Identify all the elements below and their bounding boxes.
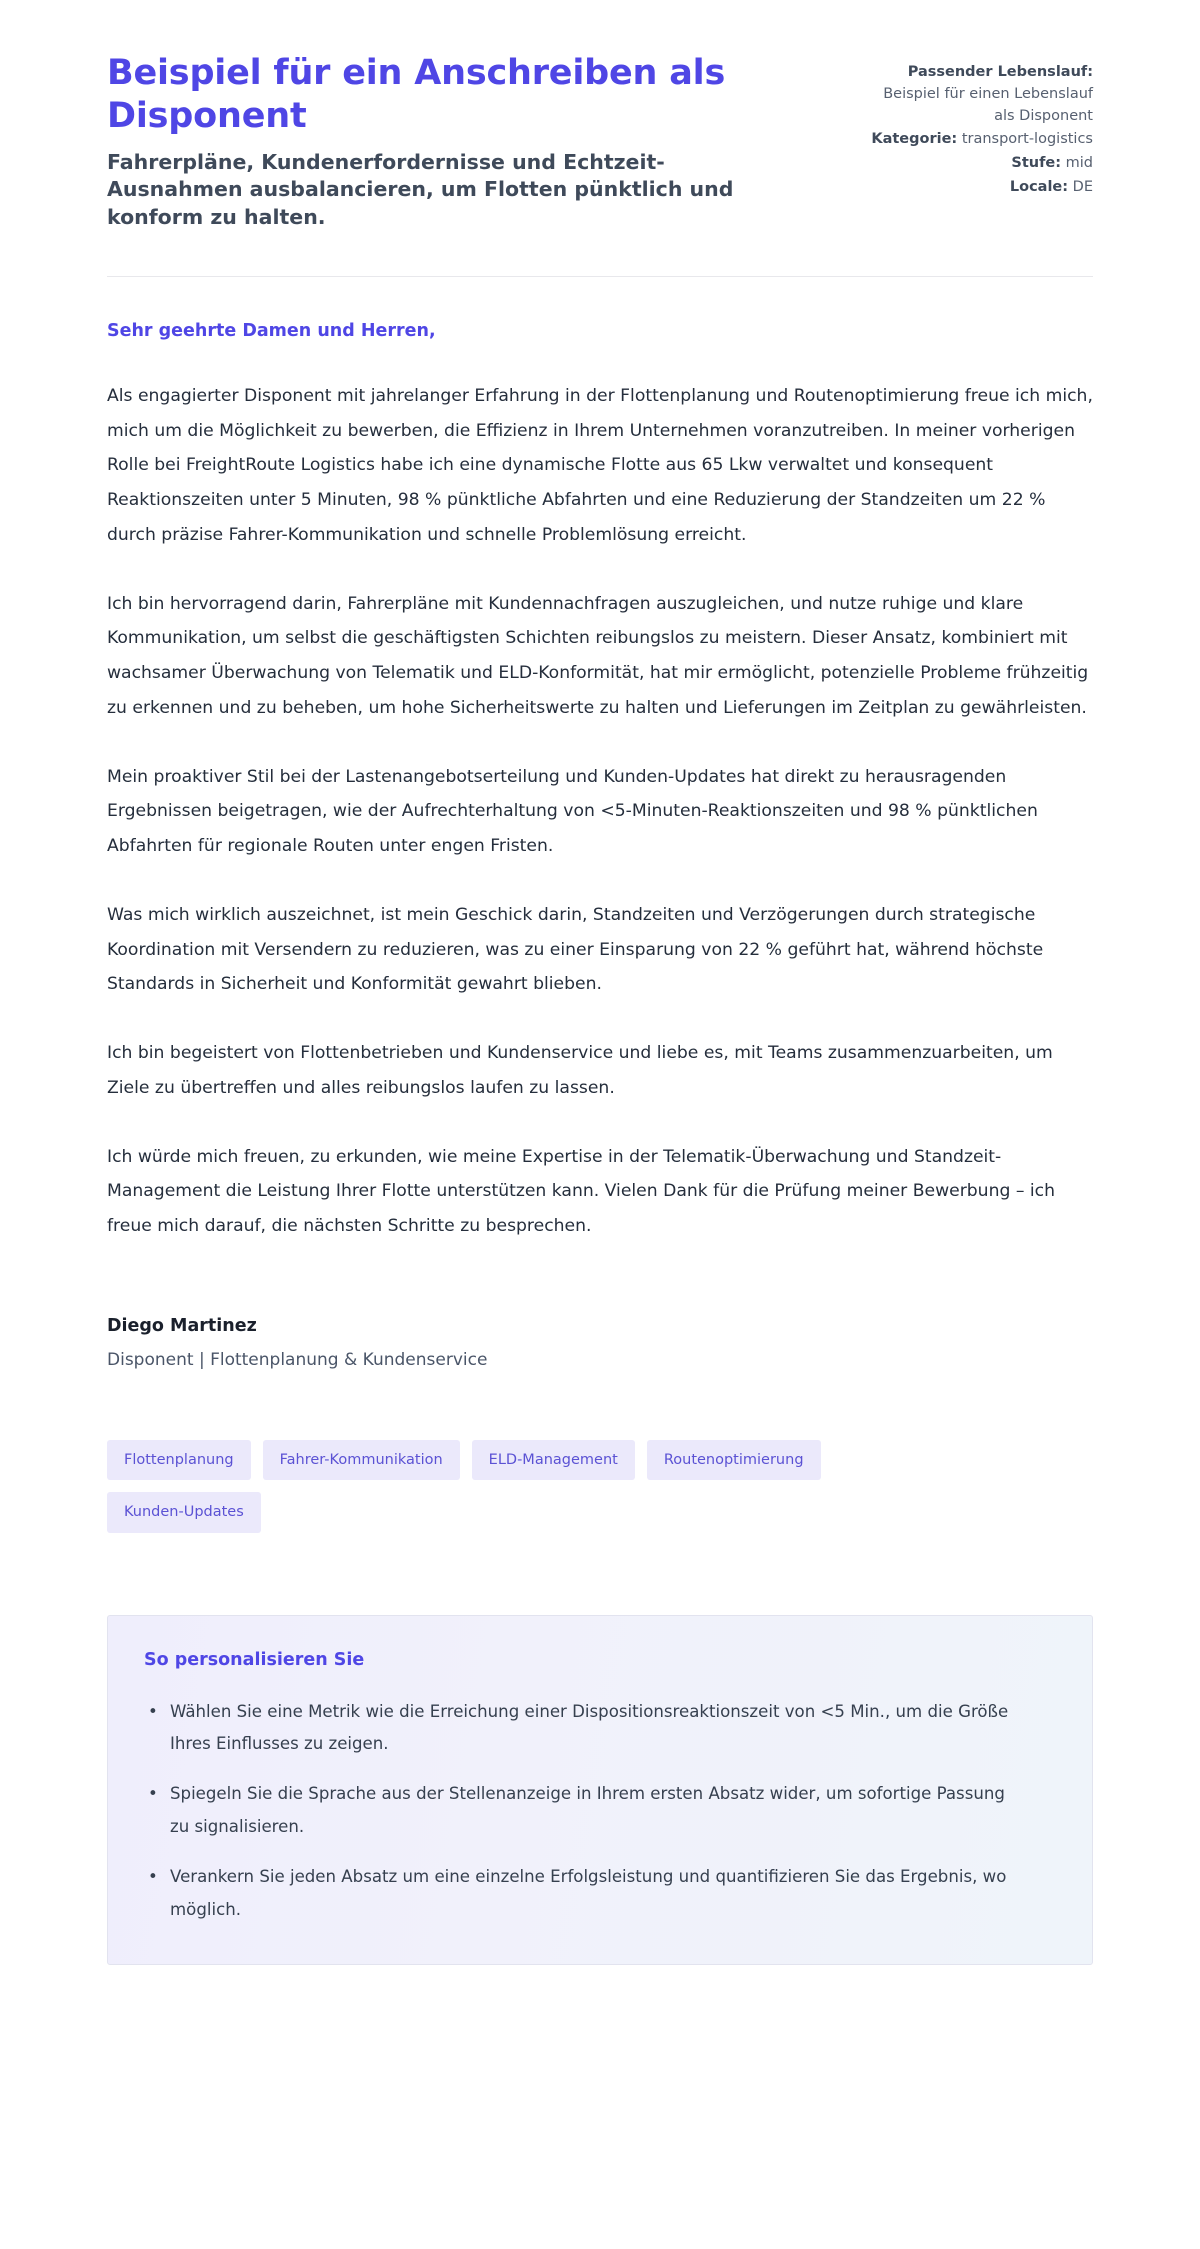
meta-label-locale: Locale: xyxy=(1009,178,1069,195)
meta-label-category: Kategorie: xyxy=(871,131,958,148)
bullet-icon: • xyxy=(148,1867,158,1887)
cover-letter-body xyxy=(107,277,1093,1965)
callout-title: So personalisieren Sie xyxy=(144,1649,365,1670)
salutation: Sehr geehrte Damen und Herren, xyxy=(107,320,436,341)
tag-chip[interactable]: Routenoptimierung xyxy=(647,1440,821,1481)
document-header xyxy=(107,52,1093,232)
meta-value-level: mid xyxy=(1065,155,1093,171)
tag-list xyxy=(107,1440,917,1533)
meta-row-locale xyxy=(861,177,1093,199)
tag-chip[interactable]: ELD-Management xyxy=(472,1440,635,1481)
meta-label-level: Stufe: xyxy=(1011,155,1062,171)
list-item xyxy=(144,1696,1024,1761)
tag-chip[interactable]: Flottenplanung xyxy=(107,1440,251,1481)
letter-paragraph: Ich bin hervorragend darin, Fahrerpläne mit Kundennachfragen auszugleichen, und nutze ruhige und klare Kommunikation, um selbst die geschäftigsten Schichten reibungslos zu meistern. Dieser Ansatz, kombiniert mit wachsamer Überwachung von Telematik und ELD-Konformität, hat mir ermöglicht, potenzielle Probleme frühzeitig zu erkennen und zu beheben, um hohe Sicherheitswerte zu halten und Lieferungen im Zeitplan zu gewährleisten. xyxy=(107,593,1089,718)
list-item-text: Wählen Sie eine Metrik wie die Erreichung einer Dispositionsreaktionszeit von <5 Min., um die Größe Ihres Einflusses zu zeigen. xyxy=(170,1701,1009,1754)
letter-paragraph: Ich würde mich freuen, zu erkunden, wie meine Expertise in der Telematik-Überwachung und Standzeit-Management die Leistung Ihrer Flotte unterstützen kann. Vielen Dank für die Prüfung meiner Bewerbung – ich freue mich darauf, die nächsten Schritte zu besprechen. xyxy=(107,1146,1056,1237)
page-title: Beispiel für ein Anschreiben als Disponent xyxy=(107,53,726,137)
meta-row-resume xyxy=(861,62,1093,127)
document-metadata xyxy=(861,52,1093,201)
meta-row-category xyxy=(861,129,1093,151)
list-item xyxy=(144,1861,1024,1926)
meta-row-level xyxy=(861,153,1093,175)
header-title-block xyxy=(107,52,821,232)
letter-paragraph: Als engagierter Disponent mit jahrelanger Erfahrung in der Flottenplanung und Routenoptimierung freue ich mich, mich um die Möglichkeit zu bewerben, die Effizienz in Ihrem Unternehmen voranzutreiben. In meiner vorherigen Rolle bei FreightRoute Logistics habe ich eine dynamische Flotte aus 65 Lkw verwaltet und konsequent Reaktionszeiten unter 5 Minuten, 98 % pünktliche Abfahrten und eine Reduzierung der Standzeiten um 22 % durch präzise Fahrer-Kommunikation und schnelle Problemlösung erreicht. xyxy=(107,385,1093,545)
callout-bullet-list xyxy=(144,1696,1052,1926)
page-subtitle: Fahrerpläne, Kundenerfordernisse und Echtzeit-Ausnahmen ausbalancieren, um Flotten pünktlich und konform zu halten. xyxy=(107,149,734,230)
letter-paragraph: Ich bin begeistert von Flottenbetrieben und Kundenservice und liebe es, mit Teams zusammenzuarbeiten, um Ziele zu übertreffen und alles reibungslos laufen zu lassen. xyxy=(107,1043,1053,1098)
letter-paragraph: Was mich wirklich auszeichnet, ist mein Geschick darin, Standzeiten und Verzögerungen durch strategische Koordination mit Versendern zu reduzieren, was zu einer Einsparung von 22 % geführt hat, während höchste Standards in Sicherheit und Konformität gewahrt blieben. xyxy=(107,904,1044,995)
letter-paragraph: Mein proaktiver Stil bei der Lastenangebotserteilung und Kunden-Updates hat direkt zu herausragenden Ergebnissen beigetragen, wie der Aufrechterhaltung von <5-Minuten-Reaktionszeiten und 98 % pünktlichen Abfahrten für regionale Routen unter engen Fristen. xyxy=(107,766,1038,857)
list-item-text: Spiegeln Sie die Sprache aus der Stellenanzeige in Ihrem ersten Absatz wider, um sofortige Passung zu signalisieren. xyxy=(170,1784,1005,1836)
signature-block xyxy=(107,1316,1093,1370)
personalization-callout xyxy=(107,1615,1093,1965)
meta-value-category: transport-logistics xyxy=(961,131,1093,148)
tag-chip[interactable]: Kunden-Updates xyxy=(107,1492,261,1533)
meta-value-resume: Beispiel für einen Lebenslauf als Disponent xyxy=(883,85,1093,124)
list-item xyxy=(144,1778,1024,1843)
meta-label-resume: Passender Lebenslauf: xyxy=(907,64,1093,80)
meta-value-locale: DE xyxy=(1072,178,1093,195)
tag-chip[interactable]: Fahrer-Kommunikation xyxy=(263,1440,460,1481)
signature-name: Diego Martinez xyxy=(107,1315,257,1336)
list-item-text: Verankern Sie jeden Absatz um eine einzelne Erfolgsleistung und quantifizieren Sie das Ergebnis, wo möglich. xyxy=(170,1867,1007,1919)
bullet-icon: • xyxy=(148,1784,158,1804)
bullet-icon: • xyxy=(148,1701,158,1721)
signature-role: Disponent | Flottenplanung & Kundenservice xyxy=(107,1349,488,1370)
